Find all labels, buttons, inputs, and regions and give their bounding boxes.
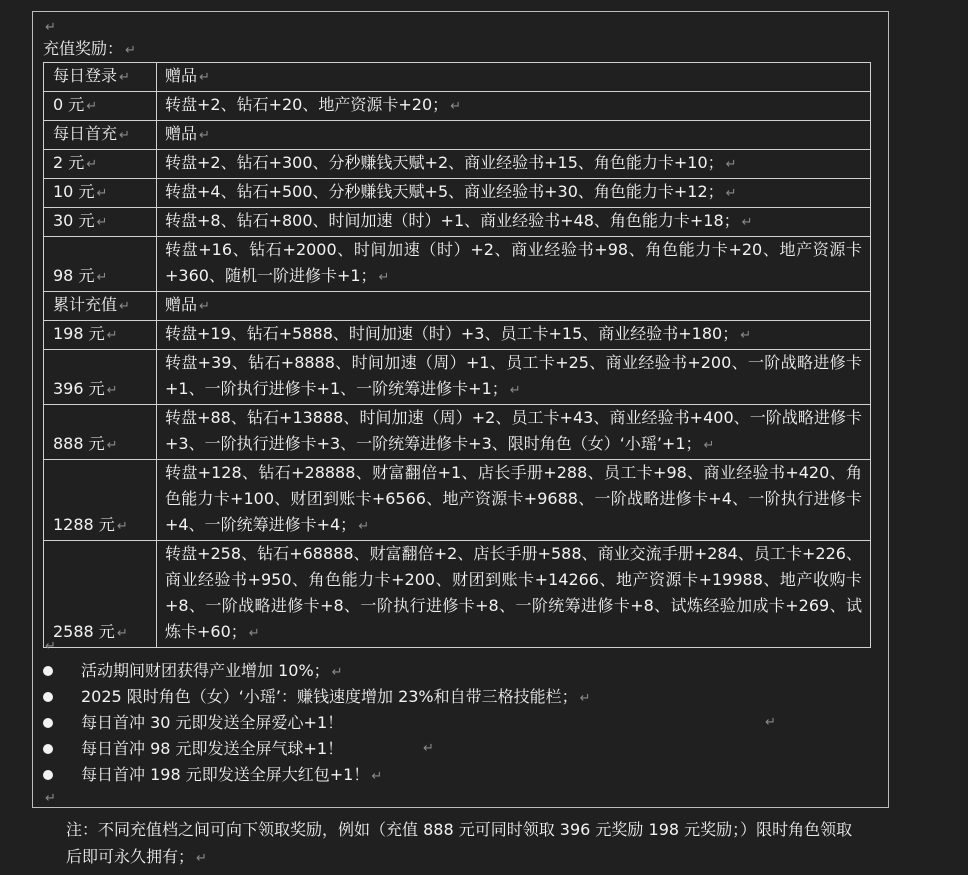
cell-mark: ↵ xyxy=(378,270,390,285)
label-cell[interactable] xyxy=(44,237,157,292)
label-cell[interactable] xyxy=(44,321,157,350)
cell-mark: ↵ xyxy=(119,128,130,143)
label-cell[interactable] xyxy=(44,208,157,237)
label-cell[interactable] xyxy=(44,150,157,179)
label-cell[interactable] xyxy=(44,460,157,541)
cell-mark: ↵ xyxy=(741,215,753,230)
bullet-dot-icon xyxy=(43,770,53,780)
empty-paragraph-top xyxy=(43,15,56,39)
cell-mark: ↵ xyxy=(725,157,737,172)
label-text: 每日首充 xyxy=(53,124,118,143)
label-text: 2588 元 xyxy=(53,622,115,641)
table-row xyxy=(44,237,871,292)
section-header-row xyxy=(44,292,871,321)
cell-mark: ↵ xyxy=(106,438,118,453)
table-row xyxy=(44,150,871,179)
section-header-row xyxy=(44,63,871,92)
reward-text: 转盘+2、钻石+20、地产资源卡+20； xyxy=(165,95,449,114)
reward-text: 转盘+39、钻石+8888、时间加速（周）+1、员工卡+25、商业经验书+200、一阶战略进修卡+1、一阶执行进修卡+1、一阶统筹进修卡+1； xyxy=(165,353,862,398)
bullet-dot-icon xyxy=(43,692,53,702)
cell-mark: ↵ xyxy=(450,99,462,114)
label-text: 每日登录 xyxy=(53,66,118,85)
bullet-text: 每日首冲 30 元即发送全屏爱心+1！ xyxy=(81,713,344,732)
table-row xyxy=(44,179,871,208)
reward-cell[interactable] xyxy=(157,460,871,541)
table-row xyxy=(44,405,871,460)
label-cell[interactable] xyxy=(44,541,157,648)
paragraph-mark: ↵ xyxy=(45,639,56,654)
bullet-dot-icon xyxy=(43,718,53,728)
label-cell[interactable] xyxy=(44,92,157,121)
cell-mark: ↵ xyxy=(116,626,128,641)
cell-mark: ↵ xyxy=(509,383,521,398)
cell-mark: ↵ xyxy=(199,299,210,314)
cell-mark: ↵ xyxy=(106,383,118,398)
label-cell[interactable] xyxy=(44,350,157,405)
rewards-table xyxy=(43,62,871,648)
paragraph-mark: ↵ xyxy=(423,741,434,756)
reward-cell[interactable] xyxy=(157,150,871,179)
reward-text: 转盘+88、钻石+13888、时间加速（周）+2、员工卡+43、商业经验书+400、一阶战略进修卡+3、一阶执行进修卡+3、一阶统筹进修卡+3、限时角色（女）‘小瑶’+1； xyxy=(165,408,862,453)
label-cell[interactable] xyxy=(44,405,157,460)
reward-cell[interactable] xyxy=(157,350,871,405)
reward-cell[interactable] xyxy=(157,208,871,237)
footnote[interactable] xyxy=(66,816,856,872)
reward-cell[interactable] xyxy=(157,63,871,92)
table-row xyxy=(44,541,871,648)
label-text: 888 元 xyxy=(53,434,105,453)
reward-text: 转盘+2、钻石+300、分秒赚钱天赋+2、商业经验书+15、角色能力卡+10； xyxy=(165,153,724,172)
label-cell[interactable] xyxy=(44,63,157,92)
reward-cell[interactable] xyxy=(157,92,871,121)
reward-cell[interactable] xyxy=(157,121,871,150)
paragraph-mark: ↵ xyxy=(579,691,591,706)
empty-paragraph-after-table xyxy=(43,634,56,658)
paragraph-mark: ↵ xyxy=(125,43,136,58)
footnote-text: 注：不同充值档之间可向下领取奖励，例如（充值 888 元可同时领取 396 元奖励 198 元奖励；）限时角色领取后即可永久拥有； xyxy=(66,820,853,866)
reward-text: 赠品 xyxy=(165,124,198,143)
paragraph-mark: ↵ xyxy=(196,851,207,866)
cell-mark: ↵ xyxy=(703,438,715,453)
cell-mark: ↵ xyxy=(96,270,108,285)
table-row xyxy=(44,321,871,350)
bullet-text: 2025 限时角色（女）‘小瑶’：赚钱速度增加 23%和自带三格技能栏； xyxy=(81,687,578,706)
label-text: 累计充值 xyxy=(53,295,118,314)
table-row xyxy=(44,208,871,237)
label-cell[interactable] xyxy=(44,292,157,321)
cell-mark: ↵ xyxy=(86,99,98,114)
cell-mark: ↵ xyxy=(96,215,108,230)
label-text: 2 元 xyxy=(53,153,85,172)
paragraph-mark: ↵ xyxy=(765,715,776,730)
section-heading[interactable] xyxy=(43,38,136,62)
label-text: 396 元 xyxy=(53,379,105,398)
reward-text: 转盘+16、钻石+2000、时间加速（时）+2、商业经验书+98、角色能力卡+20、地产资源卡+360、随机一阶进修卡+1； xyxy=(165,240,862,285)
paragraph-mark: ↵ xyxy=(45,20,56,35)
reward-text: 赠品 xyxy=(165,295,198,314)
label-cell[interactable] xyxy=(44,121,157,150)
cell-mark: ↵ xyxy=(199,128,210,143)
cell-mark: ↵ xyxy=(119,299,130,314)
bullet-text: 活动期间财团获得产业增加 10%； xyxy=(81,661,330,680)
table-row xyxy=(44,350,871,405)
document-frame xyxy=(32,11,889,808)
cell-mark: ↵ xyxy=(86,157,98,172)
bullet-dot-icon xyxy=(43,666,53,676)
heading-text: 充值奖励： xyxy=(43,39,124,58)
cell-mark: ↵ xyxy=(358,519,370,534)
paragraph-mark: ↵ xyxy=(331,665,343,680)
paragraph-mark: ↵ xyxy=(45,791,56,806)
reward-text: 转盘+8、钻石+800、时间加速（时）+1、商业经验书+48、角色能力卡+18； xyxy=(165,211,740,230)
paragraph-mark: ↵ xyxy=(371,769,383,784)
label-text: 98 元 xyxy=(53,266,95,285)
cell-mark: ↵ xyxy=(248,626,260,641)
reward-text: 转盘+19、钻石+5888、时间加速（时）+3、员工卡+15、商业经验书+180； xyxy=(165,324,739,343)
reward-cell[interactable] xyxy=(157,541,871,648)
reward-text: 转盘+4、钻石+500、分秒赚钱天赋+5、商业经验书+30、角色能力卡+12； xyxy=(165,182,724,201)
label-cell[interactable] xyxy=(44,179,157,208)
bullet-text: 每日首冲 198 元即发送全屏大红包+1！ xyxy=(81,765,370,784)
label-text: 198 元 xyxy=(53,324,105,343)
bullet-dot-icon xyxy=(43,744,53,754)
cell-mark: ↵ xyxy=(96,186,108,201)
reward-text: 转盘+128、钻石+28888、财富翻倍+1、店长手册+288、员工卡+98、商业经验书+420、角色能力卡+100、财团到账卡+6566、地产资源卡+9688、一阶战略进修卡+4、一阶执行进修卡+4、一阶统筹进修卡+4； xyxy=(165,463,862,534)
label-text: 0 元 xyxy=(53,95,85,114)
cell-mark: ↵ xyxy=(119,70,130,85)
bullet-text: 每日首冲 98 元即发送全屏气球+1！ xyxy=(81,739,344,758)
reward-cell[interactable] xyxy=(157,321,871,350)
reward-text: 赠品 xyxy=(165,66,198,85)
label-text: 1288 元 xyxy=(53,515,115,534)
cell-mark: ↵ xyxy=(199,70,210,85)
reward-cell[interactable] xyxy=(157,237,871,292)
cell-mark: ↵ xyxy=(740,328,752,343)
table-row xyxy=(44,460,871,541)
reward-cell[interactable] xyxy=(157,179,871,208)
reward-cell[interactable] xyxy=(157,405,871,460)
reward-text: 转盘+258、钻石+68888、财富翻倍+2、店长手册+588、商业交流手册+284、员工卡+226、商业经验书+950、角色能力卡+200、财团到账卡+14266、地产资源卡+19988、地产收购卡+8、一阶战略进修卡+8、一阶执行进修卡+8、一阶统筹进修卡+8、试炼经验加成卡+269、试炼卡+60； xyxy=(165,544,862,641)
empty-paragraph-bottom xyxy=(43,786,56,810)
table-row xyxy=(44,92,871,121)
label-text: 10 元 xyxy=(53,182,95,201)
cell-mark: ↵ xyxy=(116,519,128,534)
section-header-row xyxy=(44,121,871,150)
label-text: 30 元 xyxy=(53,211,95,230)
cell-mark: ↵ xyxy=(106,328,118,343)
reward-cell[interactable] xyxy=(157,292,871,321)
cell-mark: ↵ xyxy=(725,186,737,201)
